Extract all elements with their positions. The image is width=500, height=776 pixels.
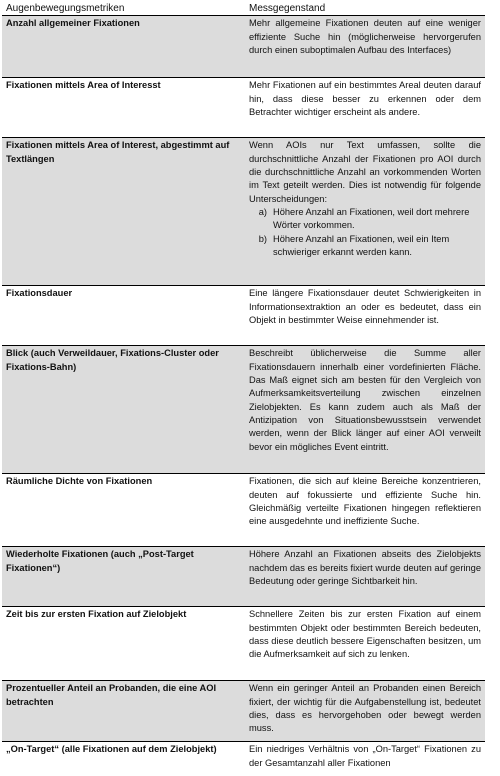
table-row — [2, 138, 485, 286]
measure-text: Fixationen, die sich auf kleine Bereiche konzentrieren, deuten auf fokussierte und effiziente Suche hin. Gleichmäßig verteilte Fixationen hingegen reflektieren eine ausgedehnte und ineffiziente Suche. — [249, 476, 481, 527]
measure-text: Beschreibt üblicherweise die Summe aller Fixationsdauern innerhalb einer vordefinierten Fläche. Das Maß eignet sich am besten für den Vergleich von Aufmerksamkeitsverteilung zwischen einzelnen Zielobjekten. Es kann zudem auch als Maß der Antizipation von Situationsbewusstsein verwendet werden, wenn der Blick länger auf einer AOI verweilt bevor ein mögliches Event eintritt. — [249, 348, 481, 452]
measure-text: Mehr allgemeine Fixationen deuten auf eine weniger effiziente Suche hin (möglicherweise hervorgerufen durch einen suboptimalen Aufbau des Interfaces) — [249, 18, 481, 56]
metric-name: Prozentueller Anteil an Probanden, die eine AOI betrachten — [6, 683, 217, 707]
metric-name: Wiederholte Fixationen (auch „Post-Target Fixationen“) — [6, 549, 194, 573]
table-row — [2, 547, 485, 607]
list-text: Höhere Anzahl an Fixationen, weil dort mehrere Wörter vorkommen. — [273, 207, 470, 231]
table-row — [2, 474, 485, 547]
list-marker: a) — [258, 207, 267, 218]
metric-name: Fixationen mittels Area of Interest, abgestimmt auf Textlängen — [6, 140, 230, 164]
metrics-table — [2, 2, 485, 776]
metric-name: Anzahl allgemeiner Fixationen — [6, 18, 140, 29]
measure-text: Ein niedriges Verhältnis von „On-Target“ Fixationen zu der Gesamtanzahl aller Fixationen — [249, 744, 481, 768]
list-item — [249, 233, 481, 260]
list-item — [249, 206, 481, 233]
metric-name: Fixationsdauer — [6, 288, 73, 299]
measure-text: Schnellere Zeiten bis zur ersten Fixation auf einem bestimmten Objekt oder bestimmten Bereich bedeuten, dass diese deutlich bessere Eigenschaften besitzen, um die Aufmerksamkeit auf sich zu lenken. — [249, 609, 481, 660]
table-row — [2, 16, 485, 78]
list-marker: b) — [258, 233, 267, 244]
measure-text: Wenn AOIs nur Text umfassen, sollte die durchschnittliche Anzahl der Fixationen pro AOI durch die durchschnittliche Anzahl an vorkommenden Worten im Text geteilt werden. Dies ist notwendig für folgende Unterscheidungen: — [249, 140, 481, 204]
metric-name: „On-Target“ (alle Fixationen auf dem Zielobjekt) — [6, 744, 217, 755]
metric-name: Räumliche Dichte von Fixationen — [6, 476, 153, 487]
distinction-list — [249, 206, 481, 259]
table-row — [2, 78, 485, 138]
table-row — [2, 742, 485, 776]
metric-name: Fixationen mittels Area of Interesst — [6, 80, 161, 91]
measure-text: Eine längere Fixationsdauer deutet Schwierigkeiten in Informationsextraktion an oder es bedeutet, dass ein Objekt in bestimmter Weise einnehmender ist. — [249, 288, 481, 326]
header-measure: Messgegenstand — [249, 3, 326, 14]
table-row — [2, 681, 485, 742]
metric-name: Zeit bis zur ersten Fixation auf Zielobjekt — [6, 609, 187, 620]
table-row — [2, 607, 485, 681]
table-header — [2, 2, 485, 16]
list-text: Höhere Anzahl an Fixationen, weil ein Item schwieriger erkannt werden kann. — [273, 233, 450, 258]
table-row — [2, 346, 485, 474]
header-metric: Augenbewegungsmetriken — [6, 3, 125, 14]
table-row — [2, 286, 485, 346]
metric-name: Blick (auch Verweildauer, Fixations-Cluster oder Fixations-Bahn) — [6, 348, 219, 372]
measure-text: Höhere Anzahl an Fixationen abseits des Zielobjekts nachdem das es bereits fixiert wurde deuten auf geringe Bedeutung oder geringe Sichtbarkeit hin. — [249, 549, 481, 587]
measure-text: Wenn ein geringer Anteil an Probanden einen Bereich fixiert, der wichtig für die Aufgabenstellung ist, bedeutet dies, dass es hervorgehoben oder bewegt werden muss. — [249, 683, 481, 734]
measure-text: Mehr Fixationen auf ein bestimmtes Areal deuten darauf hin, dass diese besser zu erkennen oder dem Betrachter wichtiger erscheint als andere. — [249, 80, 481, 118]
